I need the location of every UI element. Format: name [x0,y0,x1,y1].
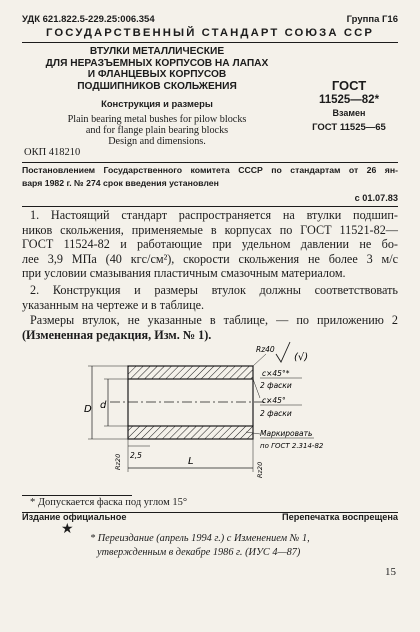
title-en-line: Design and dimensions. [108,136,206,148]
footnote-rule [22,495,132,496]
star-icon: ★ [61,522,74,537]
bushing-wall-top [128,366,253,379]
standard-name: ГОСУДАРСТВЕННЫЙ СТАНДАРТ СОЮЗА ССР [45,27,375,39]
leader-line [253,354,266,366]
title-line: ВТУЛКИ МЕТАЛЛИЧЕСКИЕ [89,46,225,57]
page-number: 15 [385,566,396,578]
okp-rule [22,162,398,163]
reprint-ban: Перепечатка воспрещена [282,512,398,522]
decree-line-2: варя 1982 г. № 274 срок введения установлен [22,178,219,188]
gost-number: 11525—82* [318,94,380,106]
marking-standard: по ГОСТ 2.314-82 [260,442,324,450]
dimension-label-L: L [188,456,194,467]
udk-code: УДК 621.822.5-229.25:006.354 [22,14,155,25]
title-subtitle: Конструкция и размеры [101,98,213,109]
roughness-general: Rz40 [256,345,275,354]
title-en [22,114,292,148]
title-en-line: Plain bearing metal bushes for pilow blocks [67,114,247,125]
dimension-label-d: d [100,400,107,411]
paragraph-3 [22,313,398,342]
text-line: указанным на чертеже и в таблице. [22,297,205,312]
title-line: И ФЛАНЦЕВЫХ КОРПУСОВ [87,69,227,80]
chamfer-note-2: 2 фаски [260,409,292,418]
bushing-drawing [70,340,370,492]
reissue-line: * Переиздание (апрель 1994 г.) с Изменением № 1, [90,533,310,544]
okp-code: ОКП 418210 [24,147,81,158]
group-code: Группа Г16 [346,14,398,25]
bushing-wall-bottom [128,426,253,439]
dimension-label-D: D [84,404,92,415]
reissue-line: утвержденным в декабре 1986 г. (ИУС 4—87) [97,546,301,558]
text-line: 2. Конструкция и размеры втулок должны соответствовать [30,283,398,297]
text-line: ников скольжения, применяемые в корпусах по ГОСТ 11521-82— [22,222,398,237]
title-line: ПОДШИПНИКОВ СКОЛЬЖЕНИЯ [77,80,237,92]
text-line: (Измененная редакция, Изм. № 1). [22,327,212,342]
text-line: ГОСТ 11524-82 и работающие при удельном давлении не бо- [22,237,398,252]
footnote: * Допускается фаска под углом 15° [30,497,188,508]
reissue-note [90,532,310,559]
gost-label: ГОСТ [331,78,367,93]
title-line: ДЛЯ НЕРАЗЪЕМНЫХ КОРПУСОВ НА ЛАПАХ [45,57,269,69]
roughness-check: (√) [294,352,309,363]
text-line: Размеры втулок, не указанные в таблице, — по приложению 2 [30,313,398,327]
gost-old: ГОСТ 11525—65 [312,122,386,133]
chamfer-note-1: 2 фаски [260,381,292,390]
text-line: лее 3,9 МПа (40 кгс/см²), скорости скольжения не более 3 м/с [22,251,398,266]
paragraph-2 [22,283,398,312]
title-en-line: and for flange plain bearing blocks [85,125,229,137]
marking-label: Маркировать [260,429,313,438]
gost-replaces: Взамен [332,108,366,118]
official-edition: Издание официальное [22,512,127,522]
paragraph-1 [22,208,398,281]
roughness-label-left: Rz20 [114,453,122,470]
roughness-check-icon [276,342,290,362]
dimension-label-2-5: 2,5 [130,451,142,460]
decree-date: с 01.07.83 [354,193,398,203]
text-line: 1. Настоящий стандарт распространяется на втулки подшип- [30,208,398,222]
title-ru [22,46,292,92]
header-rule [22,42,398,43]
chamfer-label-2: c×45° [262,396,286,405]
chamfer-label-1: c×45°* [262,369,290,378]
decree-rule [22,206,398,207]
leader-line [253,379,260,398]
text-line: при условии смазывания пластичным смазочным материалом. [22,266,346,281]
roughness-label-right: Rz20 [256,461,264,478]
decree-line-1: Постановлением Государственного комитета СССР по стандартам от 26 ян- [22,165,398,175]
